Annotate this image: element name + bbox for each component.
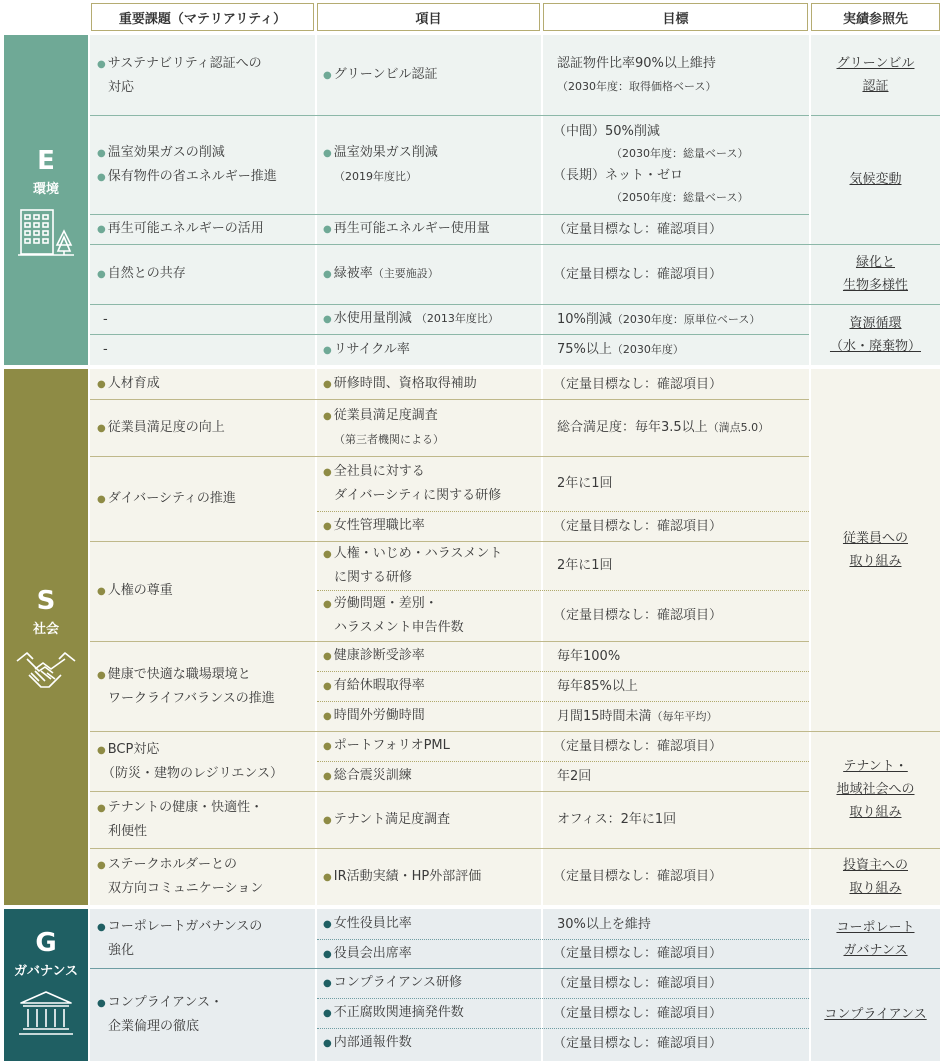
column-divider xyxy=(541,35,543,1061)
building-tree-icon xyxy=(18,207,74,257)
s8-materiality: ● ステークホルダーとの 双方向コミュニケーション xyxy=(97,848,309,905)
ref-employee-initiatives[interactable]: 従業員への 取り組み xyxy=(842,531,908,569)
e2-target: （中間）50%削減 （2030年度：総量ベース） （長期）ネット・ゼロ （2050年度：総量ベース） xyxy=(553,123,749,204)
s1-item: ● 研修時間、資格取得補助 xyxy=(323,369,535,399)
s5-item-a: ● 健康診断受診率 xyxy=(323,641,535,671)
s4-target-a: 2年に1回 xyxy=(557,558,613,573)
g2-materiality: ● コンプライアンス・ 企業倫理の徹底 xyxy=(97,968,309,1061)
e5-materiality: - xyxy=(103,311,108,327)
s6-materiality: ● BCP対応 （防災・建物のレジリエンス） xyxy=(97,731,309,791)
e1-target: 認証物件比率90%以上維持 （2030年度：取得価格ベース） xyxy=(557,56,717,93)
s2-item: ● 従業員満足度調査 （第三者機関による） xyxy=(323,399,535,456)
e6-item: ● リサイクル率 xyxy=(323,334,535,365)
ref-tenant-community[interactable]: テナント・ 地域社会への 取り組み xyxy=(836,759,915,820)
s4-target-b: （定量目標なし：確認項目） xyxy=(553,608,723,623)
e2-item: ● 温室効果ガス削減 （2019年度比） xyxy=(323,115,535,214)
header-materiality: 重要課題（マテリアリティ） xyxy=(91,3,314,31)
s5-target-b: 毎年85%以上 xyxy=(557,678,638,694)
e2-materiality: ● 温室効果ガスの削減 ● 保有物件の省エネルギー推進 xyxy=(97,115,309,214)
g2-target-a: （定量目標なし：確認項目） xyxy=(553,975,723,991)
e4-target: （定量目標なし：確認項目） xyxy=(553,266,723,282)
s7-materiality: ● テナントの健康・快適性・ 利便性 xyxy=(97,791,309,848)
g2-target-c: （定量目標なし：確認項目） xyxy=(553,1035,723,1051)
e1-materiality: ● サステナビリティ認証への 対応 xyxy=(97,35,309,115)
s5-item-c: ● 時間外労働時間 xyxy=(323,701,535,731)
s1-materiality: ● 人材育成 xyxy=(97,369,309,399)
s5-target-a: 毎年100% xyxy=(557,648,621,664)
section-e-band xyxy=(4,35,88,365)
s5-target-c: 月間15時間未満（毎年平均） xyxy=(557,708,718,724)
ref-investor-initiatives[interactable]: 投資主への 取り組み xyxy=(842,857,908,896)
s2-target: 総合満足度：毎年3.5以上（満点5.0） xyxy=(557,420,770,435)
s3-target-a: 2年に1回 xyxy=(557,476,613,491)
s3-materiality: ● ダイバーシティの推進 xyxy=(97,456,309,541)
g2-item-b: ● 不正腐敗関連摘発件数 xyxy=(323,998,535,1028)
header-item: 項目 xyxy=(317,3,540,31)
header-target: 目標 xyxy=(543,3,808,31)
g1-item-a: ● 女性役員比率 xyxy=(323,909,535,939)
ref-green-building[interactable]: グリーンビル 認証 xyxy=(836,56,915,94)
section-g-band xyxy=(4,909,88,1061)
s6-item-a: ● ポートフォリオPML xyxy=(323,731,535,761)
s4-item-b: ● 労働問題・差別・ ハラスメント申告件数 xyxy=(323,590,535,641)
s8-item: ● IR活動実績・HP外部評価 xyxy=(323,848,535,905)
g1-item-b: ● 役員会出席率 xyxy=(323,939,535,968)
ref-corporate-governance[interactable]: コーポレート ガバナンス xyxy=(836,919,915,958)
section-g-name: ガバナンス xyxy=(14,964,78,979)
institution-icon xyxy=(17,989,75,1037)
handshake-icon xyxy=(15,647,77,697)
header-reference: 実績参照先 xyxy=(811,3,940,31)
g2-item-c: ● 内部通報件数 xyxy=(323,1028,535,1058)
g1-materiality: ● コーポレートガバナンスの 強化 xyxy=(97,909,309,968)
ref-biodiversity[interactable]: 緑化と 生物多様性 xyxy=(842,255,908,293)
s6-item-b: ● 総合震災訓練 xyxy=(323,761,535,791)
section-g-letter: G xyxy=(35,928,57,958)
section-s-band xyxy=(4,369,88,905)
s5-item-b: ● 有給休暇取得率 xyxy=(323,671,535,701)
s6-target-a: （定量目標なし：確認項目） xyxy=(553,738,723,754)
s3-item-a: ● 全社員に対する ダイバーシティに関する研修 xyxy=(323,456,535,511)
e5-target: 10%削減（2030年度：原単位ベース） xyxy=(557,311,761,327)
section-s-name: 社会 xyxy=(32,622,59,637)
section-e-name: 環境 xyxy=(32,182,59,197)
g1-target-a: 30%以上を維持 xyxy=(557,916,651,932)
g2-item-a: ● コンプライアンス研修 xyxy=(323,968,535,998)
e6-target: 75%以上（2030年度） xyxy=(557,342,684,357)
s3-item-b: ● 女性管理職比率 xyxy=(323,511,535,541)
s7-target: オフィス：2年に1回 xyxy=(557,812,677,827)
e3-target: （定量目標なし：確認項目） xyxy=(553,221,723,237)
e4-item: ● 緑被率（主要施設） xyxy=(323,244,535,304)
s3-target-b: （定量目標なし：確認項目） xyxy=(553,518,723,534)
e5-item: ● 水使用量削減 （2013年度比） xyxy=(323,304,535,334)
e4-materiality: ● 自然との共存 xyxy=(97,244,309,304)
e3-item: ● 再生可能エネルギー使用量 xyxy=(323,214,535,244)
s7-item: ● テナント満足度調査 xyxy=(323,791,535,848)
s4-item-a: ● 人権・いじめ・ハラスメント に関する研修 xyxy=(323,541,535,590)
e6-materiality: - xyxy=(103,342,108,357)
g2-target-b: （定量目標なし：確認項目） xyxy=(553,1005,723,1021)
s1-target: （定量目標なし：確認項目） xyxy=(553,376,723,392)
s6-target-b: 年2回 xyxy=(557,768,592,784)
ref-resource-circulation[interactable]: 資源循環 （水・廃棄物） xyxy=(829,315,921,354)
section-s-letter: S xyxy=(36,586,56,616)
ref-compliance[interactable]: コンプライアンス xyxy=(824,1007,927,1022)
section-e-letter: E xyxy=(37,146,55,176)
e3-materiality: ● 再生可能エネルギーの活用 xyxy=(97,214,309,244)
ref-climate-change[interactable]: 気候変動 xyxy=(849,172,902,187)
s8-target: （定量目標なし：確認項目） xyxy=(553,869,723,884)
column-divider xyxy=(315,35,317,1061)
s5-materiality: ● 健康で快適な職場環境と ワークライフバランスの推進 xyxy=(97,641,309,731)
g1-target-b: （定量目標なし：確認項目） xyxy=(553,946,723,961)
e1-item: ● グリーンビル認証 xyxy=(323,35,535,115)
s2-materiality: ● 従業員満足度の向上 xyxy=(97,399,309,456)
s4-materiality: ● 人権の尊重 xyxy=(97,541,309,641)
